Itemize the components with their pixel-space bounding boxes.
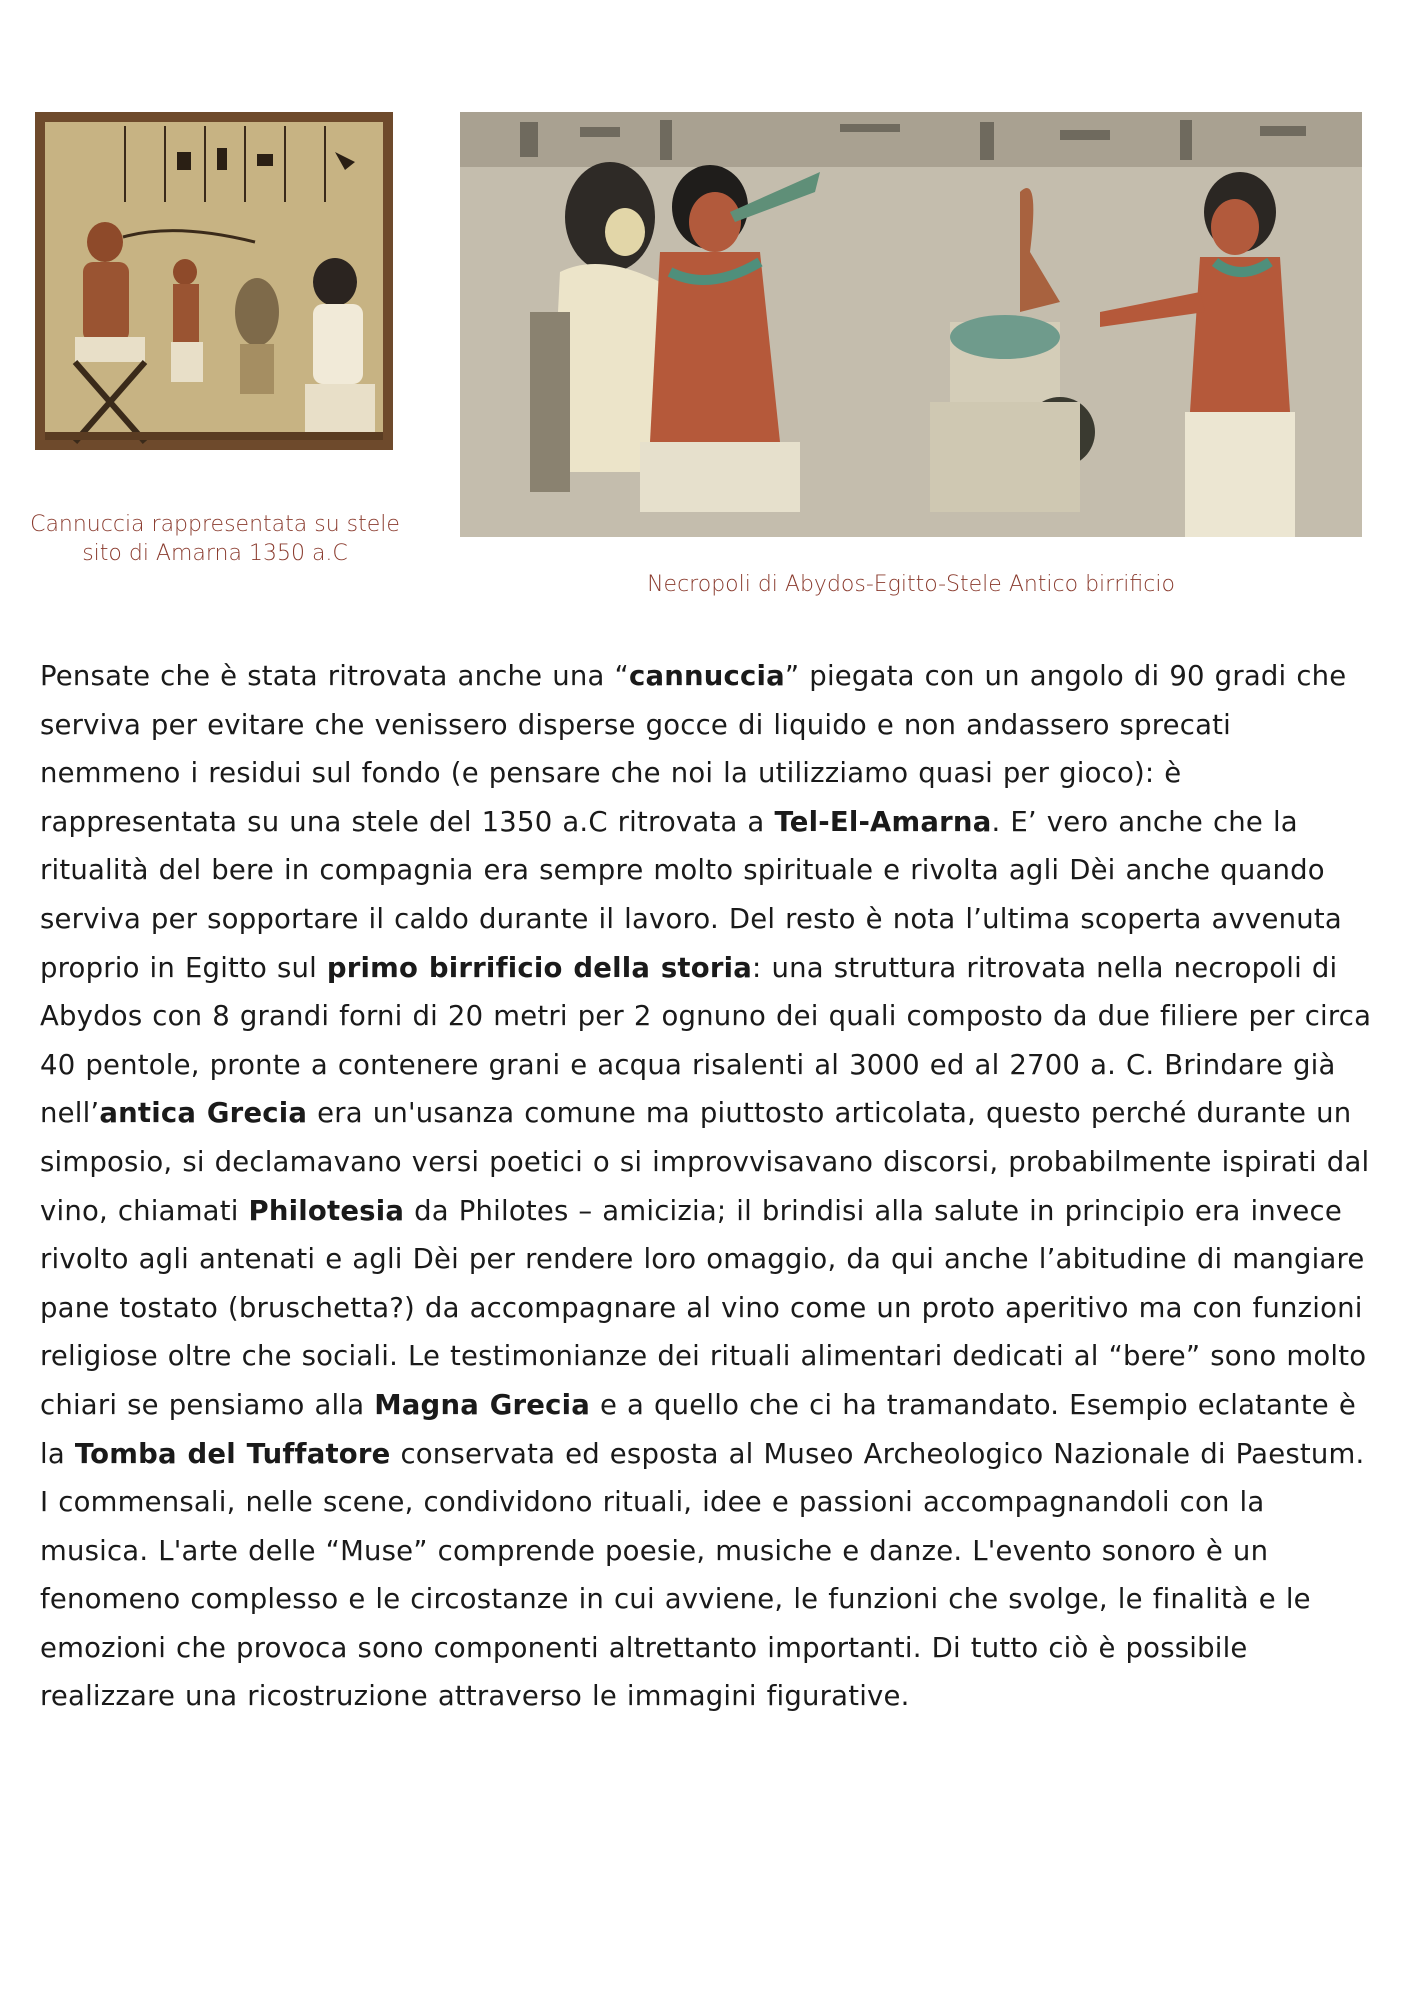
body-text-run: da Philotes – amicizia; il brindisi alla salute in principio era invece rivolto agli antenati e agli Dèi per rendere loro omaggio, da qui anche l’abitudine di mangiare pane tostato (bruschetta?) da accompagnare al vino come un proto aperitivo ma con funzioni religiose oltre che sociali. Le testimonianze dei rituali alimentari dedicati al “bere” sono molto chiari se pensiamo alla xyxy=(40,1194,1367,1421)
caption-line: sito di Amarna 1350 a.C xyxy=(82,541,348,566)
body-text-run: conservata ed esposta al Museo Archeologico Nazionale di Paestum. I commensali, nelle scene, condividono rituali, idee e passioni accompagnandoli con la musica. L'arte delle “Muse” comprende poesie, musiche e danze. L'evento sonoro è un fenomeno complesso e le circostanze in cui avviene, le funzioni che svolge, le finalità e le emozioni che provoca sono componenti altrettanto importanti. Di tutto ciò è possibile realizzare una ricostruzione attraverso le immagini figurative. xyxy=(40,1437,1365,1713)
bold-term: Philotesia xyxy=(248,1194,405,1227)
body-text-run: e a quello che ci ha tramandato. Esempio eclatante è la xyxy=(40,1388,1356,1470)
bold-term: cannuccia xyxy=(628,660,785,692)
bold-term: Tel-El-Amarna xyxy=(774,805,992,838)
stele-amarna-image xyxy=(35,112,393,450)
body-text-run: era un'usanza comune ma piuttosto articolata, questo perché durante un simposio, si declamavano versi poetici o si improvvisavano discorsi, probabilmente ispirati dal vino, chiamati xyxy=(40,1097,1370,1227)
figure-caption-abydos: Necropoli di Abydos-Egitto-Stele Antico birrificio xyxy=(647,572,1175,597)
bold-term: antica Grecia xyxy=(99,1097,308,1130)
body-paragraph xyxy=(40,652,1380,1721)
body-text-run: Pensate che è stata ritrovata anche una “ xyxy=(40,660,629,692)
body-text-run: ” piegata con un angolo di 90 gradi che serviva per evitare che venissero disperse gocce di liquido e non andassero sprecati nemmeno i residui sul fondo (e pensare che noi la utilizziamo quasi per gioco): è rappresentata su una stele del 1350 a.C ritrovata a xyxy=(40,660,1347,838)
body-text-run: : una struttura ritrovata nella necropoli di Abydos con 8 grandi forni di 20 metri per 2 ognuno dei quali composto da due filiere per circa 40 pentole, pronte a contenere grani e acqua risalenti al 3000 ed al 2700 a. C. Brindare già nell’ xyxy=(40,951,1372,1130)
body-text-run: . E’ vero anche che la ritualità del bere in compagnia era sempre molto spirituale e rivolta agli Dèi anche quando serviva per sopportare il caldo durante il lavoro. Del resto è nota l’ultima scoperta avvenuta proprio in Egitto sul xyxy=(40,805,1342,984)
figure-caption-amarna xyxy=(30,510,400,568)
bold-term: primo birrificio della storia xyxy=(326,951,753,984)
stele-abydos-image xyxy=(460,112,1362,537)
caption-line: Cannuccia rappresentata su stele xyxy=(30,512,400,537)
bold-term: Tomba del Tuffatore xyxy=(74,1437,391,1470)
bold-term: Magna Grecia xyxy=(374,1388,591,1421)
